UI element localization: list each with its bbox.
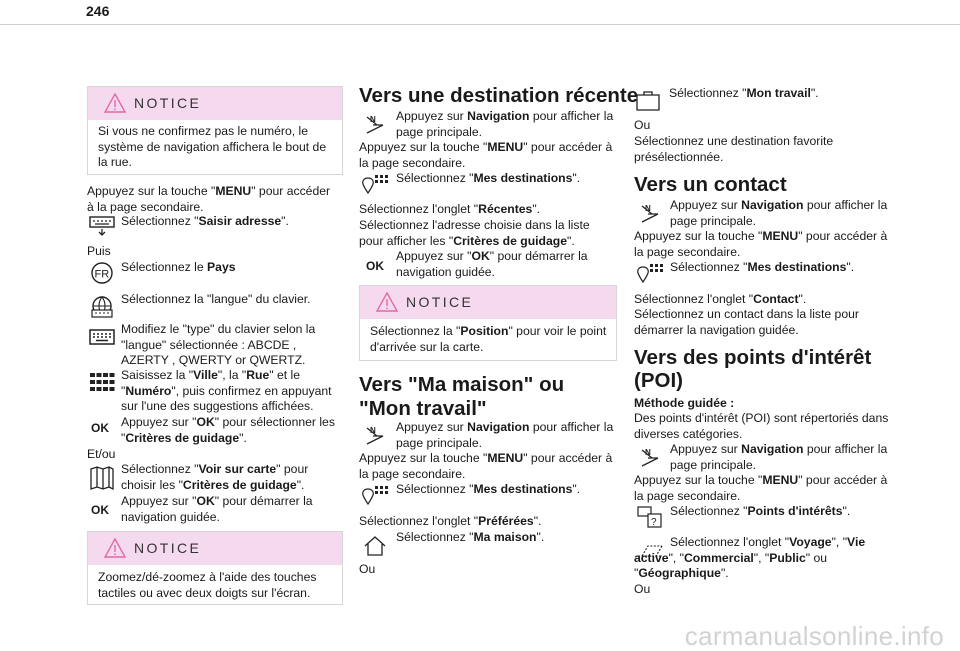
work-briefcase-icon bbox=[634, 88, 662, 112]
notice-box-1 bbox=[87, 86, 343, 175]
keyboard-language-icon bbox=[88, 295, 116, 319]
navigation-arrow-icon bbox=[636, 202, 664, 226]
warning-icon bbox=[376, 292, 398, 312]
page-number: 246 bbox=[86, 3, 110, 19]
guided-method-label: Méthode guidée : bbox=[634, 396, 735, 410]
step-text: Sélectionnez la "langue" du clavier. bbox=[121, 292, 311, 306]
ok-icon: OK bbox=[91, 421, 109, 435]
navigation-arrow-icon bbox=[636, 446, 664, 470]
ou-text: Ou bbox=[634, 582, 651, 596]
notice-text: Zoomez/dé-zoomez à l'aide des touches tactiles ou avec deux doigts sur l'écran. bbox=[98, 570, 317, 600]
navigation-arrow-icon bbox=[361, 113, 389, 137]
step-text: Appuyez sur "OK" pour sélectionner les "Critères de guidage". bbox=[121, 415, 335, 445]
ok-icon: OK bbox=[91, 503, 109, 517]
paragraph: Des points d'intérêt (POI) sont répertoriés dans diverses catégories. bbox=[634, 411, 889, 441]
navigation-arrow-icon bbox=[361, 424, 389, 448]
home-icon bbox=[361, 534, 389, 558]
heading-contact: Vers un contact bbox=[634, 173, 787, 196]
watermark: carmanualsonline.info bbox=[684, 621, 944, 651]
step-text: Sélectionnez "Saisir adresse". bbox=[121, 214, 289, 228]
paragraph: Sélectionnez l'onglet "Contact". bbox=[634, 292, 807, 306]
my-destinations-icon bbox=[361, 484, 389, 508]
keyboard-address-icon bbox=[88, 214, 116, 238]
notice-text: Sélectionnez la "Position" pour voir le point d'arrivée sur la carte. bbox=[370, 324, 607, 354]
heading-poi-line1: Vers des points d'intérêt bbox=[634, 346, 872, 369]
my-destinations-icon bbox=[361, 173, 389, 197]
puis-text: Puis bbox=[87, 244, 111, 258]
step-text: Sélectionnez le Pays bbox=[121, 260, 236, 274]
keyboard-type-icon bbox=[88, 325, 116, 349]
notice-text: Si vous ne confirmez pas le numéro, le système de navigation affichera le bout de la rue. bbox=[98, 124, 327, 170]
step-text: Modifiez le "type" du clavier selon la "langue" sélectionnée : ABCDE , AZERTY , QWERTY or QWERTZ. bbox=[121, 322, 316, 368]
svg-text:?: ? bbox=[651, 517, 657, 528]
notice-box-2 bbox=[87, 531, 343, 605]
notice-title: NOTICE bbox=[134, 540, 202, 556]
notice-header bbox=[360, 286, 616, 319]
paragraph: Sélectionnez l'adresse choisie dans la liste pour afficher les "Critères de guidage". bbox=[359, 218, 590, 248]
svg-text:N: N bbox=[370, 426, 376, 435]
step-text: Sélectionnez "Points d'intérêts". bbox=[670, 504, 851, 518]
warning-icon bbox=[104, 538, 126, 558]
warning-icon bbox=[104, 93, 126, 113]
step-text: Sélectionnez "Mon travail". bbox=[669, 86, 819, 100]
notice-title: NOTICE bbox=[134, 95, 202, 111]
ok-icon: OK bbox=[366, 259, 384, 273]
step-text: Sélectionnez "Mes destinations". bbox=[396, 482, 581, 496]
heading-recent-destination: Vers une destination récente bbox=[359, 84, 639, 107]
step-text: Appuyez sur Navigation pour afficher la page principale. bbox=[670, 198, 888, 228]
step-text: Sélectionnez "Voir sur carte" pour choisir les "Critères de guidage". bbox=[121, 462, 309, 492]
paragraph: Sélectionnez un contact dans la liste pour démarrer la navigation guidée. bbox=[634, 307, 859, 337]
paragraph: Appuyez sur la touche "MENU" pour accéder à la page secondaire. bbox=[634, 229, 888, 259]
paragraph: Sélectionnez une destination favorite présélectionnée. bbox=[634, 134, 834, 164]
step-text: Appuyez sur Navigation pour afficher la page principale. bbox=[396, 420, 614, 450]
step-text: Saisissez la "Ville", la "Rue" et le "Numéro", puis confirmez en appuyant sur l'une des suggestions affichées. bbox=[121, 368, 332, 414]
step-text: Appuyez sur "OK" pour démarrer la navigation guidée. bbox=[121, 494, 313, 524]
step-text: Appuyez sur Navigation pour afficher la page principale. bbox=[670, 442, 888, 472]
paragraph: Appuyez sur la touche "MENU" pour accéder à la page secondaire. bbox=[634, 473, 888, 503]
ou-text: Ou bbox=[634, 118, 651, 132]
svg-text:N: N bbox=[645, 204, 651, 213]
step-text: Sélectionnez "Ma maison". bbox=[396, 530, 545, 544]
paragraph: Appuyez sur la touche "MENU" pour accéder à la page secondaire. bbox=[359, 451, 613, 481]
country-fr-icon bbox=[88, 261, 116, 285]
notice-header bbox=[88, 87, 342, 120]
paragraph: Appuyez sur la touche "MENU" pour accéder à la page secondaire. bbox=[359, 140, 613, 170]
notice-header bbox=[88, 532, 342, 565]
paragraph: Appuyez sur la touche "MENU" pour accéder à la page secondaire. bbox=[87, 184, 331, 214]
heading-home-work: Vers "Ma maison" ou "Mon travail" bbox=[359, 373, 565, 420]
notice-title: NOTICE bbox=[406, 294, 474, 310]
keypad-grid-icon bbox=[88, 370, 116, 394]
map-icon bbox=[88, 466, 116, 490]
svg-text:N: N bbox=[645, 448, 651, 457]
paragraph: Sélectionnez l'onglet "Voyage", "Vie active", "Commercial", "Public" ou "Géographique". bbox=[634, 535, 866, 581]
step-text: Appuyez sur "OK" pour démarrer la navigation guidée. bbox=[396, 249, 588, 279]
my-destinations-icon bbox=[636, 262, 664, 286]
step-text: Sélectionnez "Mes destinations". bbox=[670, 260, 855, 274]
heading-poi-line2: (POI) bbox=[634, 369, 683, 392]
step-text: Sélectionnez "Mes destinations". bbox=[396, 171, 581, 185]
header-rule bbox=[0, 24, 960, 25]
notice-box-3 bbox=[359, 285, 617, 361]
paragraph: Sélectionnez l'onglet "Préférées". bbox=[359, 514, 542, 528]
svg-text:N: N bbox=[370, 115, 376, 124]
ou-text: Ou bbox=[359, 562, 376, 576]
poi-icon bbox=[636, 505, 664, 529]
svg-text:FR: FR bbox=[94, 268, 110, 281]
etou-text: Et/ou bbox=[87, 447, 116, 461]
paragraph: Sélectionnez l'onglet "Récentes". bbox=[359, 202, 541, 216]
step-text: Appuyez sur Navigation pour afficher la page principale. bbox=[396, 109, 614, 139]
